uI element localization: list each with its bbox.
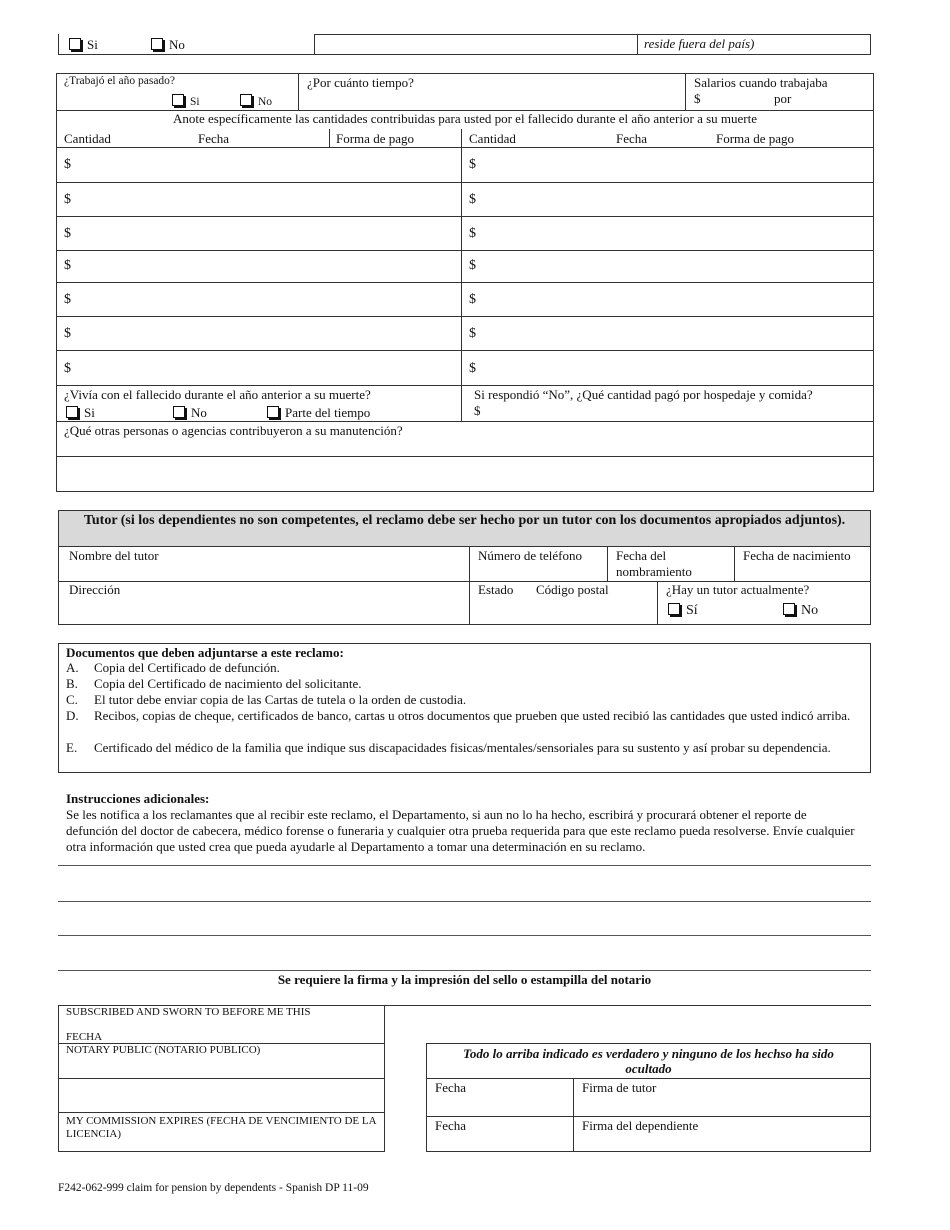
- top-no-option[interactable]: No: [151, 37, 185, 53]
- document-item-d: D. Recibos, copias de cheque, certificados de banco, cartas u otros documentos que prueben que usted recibió las cantidades que usted indicó arriba.: [66, 708, 851, 723]
- amount-left: $: [64, 292, 71, 307]
- tutor-row-2: [59, 582, 870, 624]
- tutor-current-cell: [657, 582, 870, 624]
- board-dollar: $: [474, 402, 481, 418]
- document-item-c: C. El tutor debe enviar copia de las Cartas de tutela o la orden de custodia.: [66, 692, 467, 707]
- tutor-header: Tutor (si los dependientes no son competentes, el reclamo debe ser hecho por un tutor con los documentos apropiados adjuntos).: [59, 511, 870, 547]
- amount-left: $: [64, 326, 71, 341]
- amount-right[interactable]: $: [461, 183, 483, 217]
- header-date-left: Fecha: [198, 131, 230, 146]
- header-date-right: Fecha: [616, 131, 648, 146]
- others-answer-row[interactable]: [57, 456, 873, 491]
- top-row-field[interactable]: [314, 34, 871, 55]
- board-question: Si respondió “No”, ¿Qué cantidad pagó por hospedaje y comida?: [474, 387, 813, 402]
- notary-stamp-cell[interactable]: [59, 1079, 384, 1113]
- wages-cell: [685, 74, 873, 110]
- writing-line[interactable]: [58, 935, 871, 936]
- amount-left: $: [64, 361, 71, 376]
- table-row[interactable]: [57, 147, 873, 182]
- document-item-a: A. Copia del Certificado de defunción.: [66, 660, 280, 675]
- notary-right-top-line: [385, 1005, 871, 1006]
- tutor-birth-cell[interactable]: Fecha de nacimiento: [734, 547, 870, 581]
- tutor-signature-cell[interactable]: Firma de tutor: [573, 1079, 870, 1117]
- others-question: ¿Qué otras personas o agencias contribuyeron a su manutención?: [64, 423, 403, 438]
- notary-title: Se requiere la firma y la impresión del sello o estampilla del notario: [277, 972, 652, 987]
- worked-no-option[interactable]: No: [240, 94, 272, 110]
- document-item-b: B. Copia del Certificado de nacimiento del solicitante.: [66, 676, 362, 691]
- amount-right[interactable]: $: [461, 217, 483, 251]
- worked-si-option[interactable]: Si: [172, 94, 200, 110]
- tutor-section: [58, 510, 871, 625]
- fecha-tutor-cell[interactable]: Fecha: [435, 1080, 467, 1095]
- sworn-label: SUBSCRIBED AND SWORN TO BEFORE ME THIS: [66, 1006, 311, 1018]
- form-footer: F242-062-999 claim for pension by dependents - Spanish DP 11-09: [58, 1182, 369, 1194]
- table-row[interactable]: [57, 316, 873, 350]
- header-left: [57, 129, 461, 148]
- living-question: ¿Vivía con el fallecido durante el año anterior a su muerte?: [64, 387, 371, 402]
- table-row[interactable]: [57, 182, 873, 216]
- writing-line[interactable]: [58, 865, 871, 866]
- wages-label: Salarios cuando trabajaba: [694, 75, 828, 90]
- checkbox-icon[interactable]: [668, 603, 680, 615]
- signature-section: [426, 1043, 871, 1152]
- header-amount-left: Cantidad: [64, 131, 111, 146]
- living-si-option[interactable]: Si: [66, 405, 95, 421]
- amount-left: $: [64, 258, 71, 273]
- tutor-address-label: Dirección: [69, 582, 121, 597]
- writing-line[interactable]: [58, 901, 871, 902]
- work-section: [56, 73, 874, 111]
- amount-left: $: [64, 226, 71, 241]
- top-si-option[interactable]: Si: [69, 37, 98, 53]
- table-row[interactable]: [57, 250, 873, 282]
- notary-public-cell[interactable]: NOTARY PUBLIC (NOTARIO PUBLICO): [59, 1044, 384, 1079]
- worked-question: ¿Trabajó el año pasado?: [64, 75, 176, 87]
- dependent-signature-cell[interactable]: Firma del dependiente: [573, 1117, 870, 1152]
- table-row[interactable]: [57, 216, 873, 250]
- document-item-e: E. Certificado del médico de la familia que indique sus discapacidades fisicas/mentales/sensoriales para su sustento y así probar su dependencia.: [66, 740, 831, 755]
- amount-right[interactable]: $: [461, 317, 483, 351]
- table-row[interactable]: [57, 350, 873, 385]
- amount-left: $: [64, 192, 71, 207]
- wages-dollar: $: [694, 90, 701, 106]
- amount-left: $: [64, 157, 71, 172]
- checkbox-icon[interactable]: [172, 94, 184, 106]
- tutor-si-option[interactable]: Sí: [668, 603, 698, 620]
- checkbox-icon[interactable]: [240, 94, 252, 106]
- board-cell[interactable]: [461, 386, 873, 422]
- header-payment-right: Forma de pago: [716, 131, 794, 146]
- instructions-text: Se les notifica a los reclamantes que al recibir este reclamo, el Departamento, si aun no lo ha hecho, escribirá y procurará obtener el reporte de defunción del doctor de cabecera, médico forense o funeraria y cualquier otra prueba requerida para que este reclamo pueda resolverse. Envíe cualquier otra información que usted crea que pueda ayudarle al Departamento a tomar una determinación en su reclamo.: [66, 807, 855, 854]
- others-row[interactable]: [57, 421, 873, 456]
- reside-label: reside fuera del país): [637, 35, 760, 54]
- documents-title: Documentos que deben adjuntarse a este reclamo:: [66, 645, 344, 660]
- living-part-option[interactable]: Parte del tiempo: [267, 405, 370, 421]
- contributions-instruction: Anote específicamente las cantidades contribuidas para usted por el fallecido durante el año anterior a su muerte: [172, 111, 758, 126]
- amount-right[interactable]: $: [461, 251, 483, 283]
- contributions-table: [56, 111, 874, 492]
- table-row[interactable]: [57, 282, 873, 316]
- how-long-label: ¿Por cuánto tiempo?: [307, 75, 414, 90]
- commission-cell[interactable]: MY COMMISSION EXPIRES (FECHA DE VENCIMIENTO DE LA LICENCIA): [66, 1115, 376, 1140]
- signature-row-dependent: [427, 1117, 870, 1152]
- fecha-dependent-cell[interactable]: Fecha: [435, 1118, 467, 1133]
- checkbox-icon[interactable]: [267, 406, 279, 418]
- truth-statement: Todo lo arriba indicado es verdadero y ninguno de los hechso ha sido ocultado: [427, 1046, 870, 1079]
- tutor-appointment-cell[interactable]: Fecha del nombramiento: [607, 547, 734, 581]
- living-row: [57, 385, 873, 421]
- checkbox-icon[interactable]: [66, 406, 78, 418]
- signature-row-tutor: [427, 1079, 870, 1117]
- tutor-no-option[interactable]: No: [783, 603, 818, 620]
- top-row-left: [58, 34, 314, 55]
- living-no-option[interactable]: No: [173, 405, 207, 421]
- tutor-state-zip-cell[interactable]: [469, 582, 657, 624]
- amount-right[interactable]: $: [461, 283, 483, 317]
- instructions-title: Instrucciones adicionales:: [66, 791, 210, 806]
- fecha-label: FECHA: [66, 1031, 103, 1044]
- checkbox-icon[interactable]: [783, 603, 795, 615]
- tutor-name-label: Nombre del tutor: [69, 548, 159, 563]
- notary-box: [58, 1005, 385, 1152]
- wages-por: por: [774, 90, 792, 106]
- amount-right[interactable]: $: [461, 351, 483, 386]
- checkbox-icon[interactable]: [69, 38, 81, 50]
- tutor-zip-label: Código postal: [536, 582, 609, 597]
- header-amount-right: Cantidad: [469, 131, 516, 146]
- tutor-current-label: ¿Hay un tutor actualmente?: [666, 582, 810, 597]
- checkbox-icon[interactable]: [173, 406, 185, 418]
- amount-right[interactable]: $: [461, 148, 483, 183]
- writing-line[interactable]: [58, 970, 871, 971]
- tutor-row-1: [59, 547, 870, 582]
- tutor-state-label: Estado: [478, 582, 514, 597]
- worked-cell: [57, 74, 299, 110]
- tutor-phone-cell[interactable]: Número de teléfono: [469, 547, 607, 581]
- notary-sworn-cell[interactable]: [59, 1006, 384, 1044]
- header-right: [461, 129, 873, 148]
- checkbox-icon[interactable]: [151, 38, 163, 50]
- header-payment-left: Forma de pago: [329, 129, 420, 148]
